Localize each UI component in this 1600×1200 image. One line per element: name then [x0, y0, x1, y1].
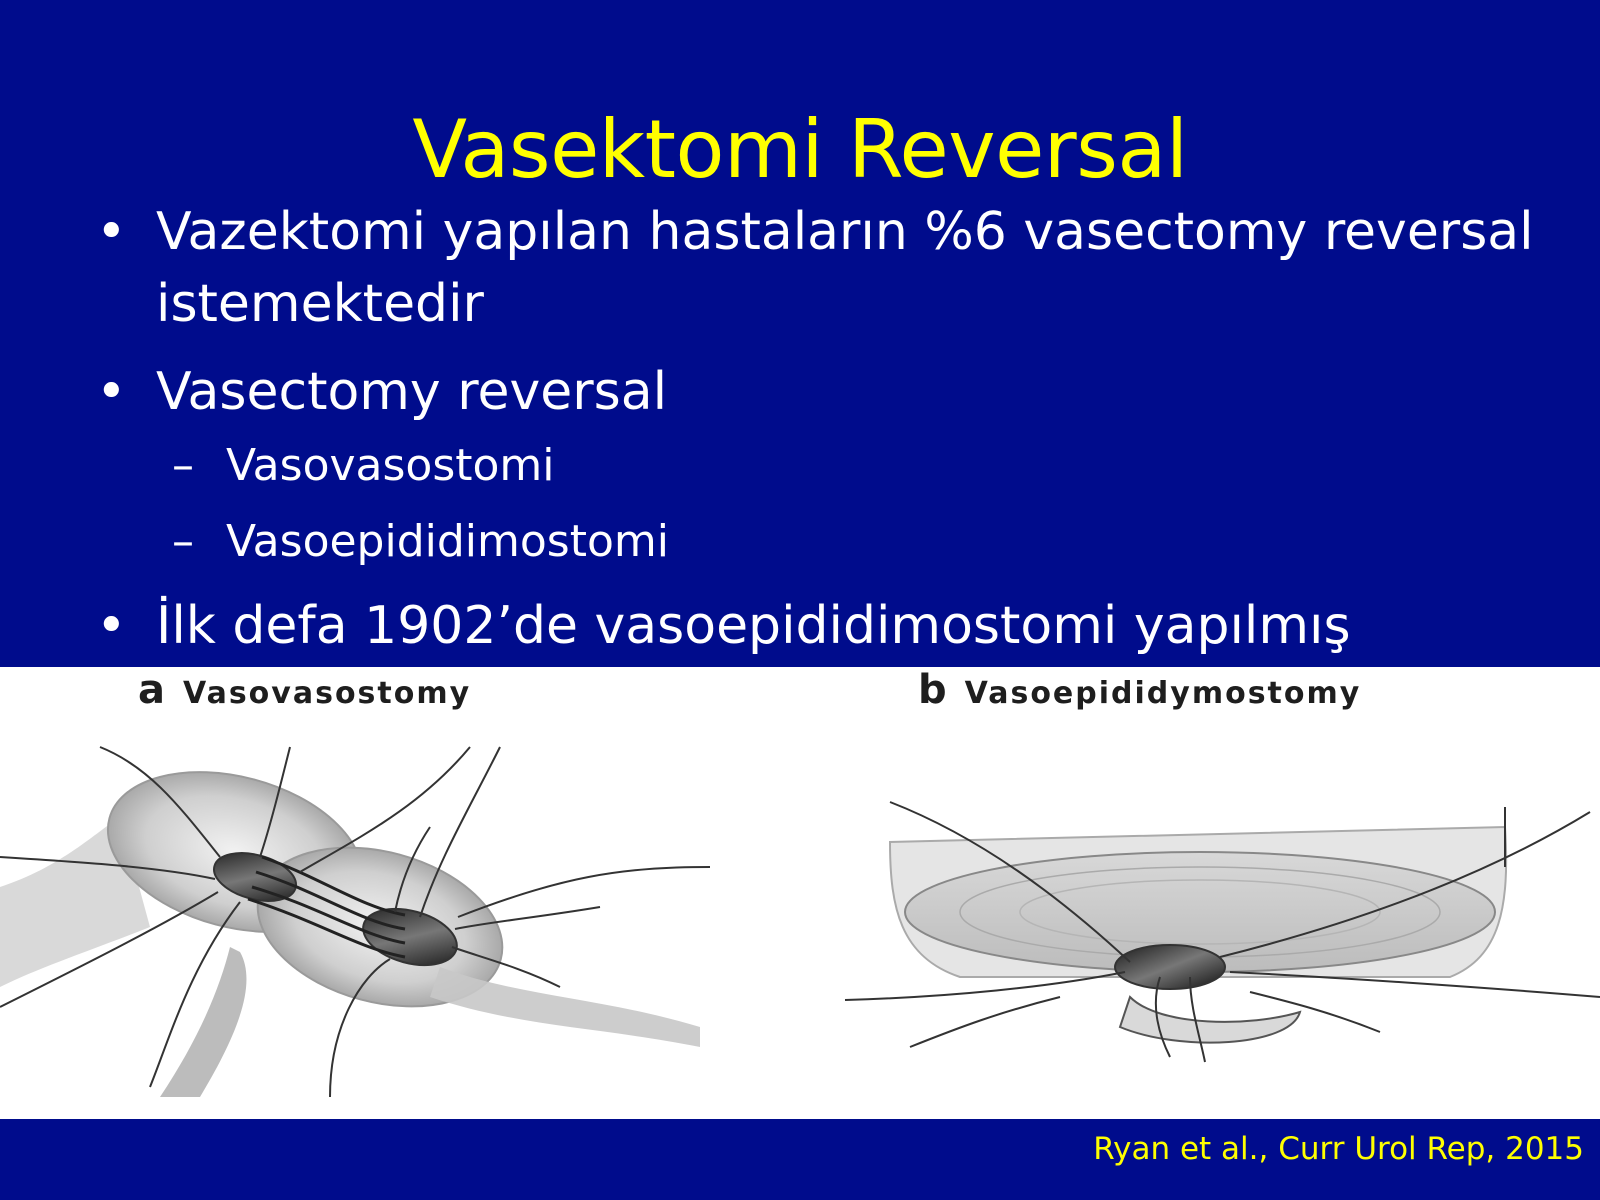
bullet-item	[96, 590, 1556, 662]
vasovasostomy-drawing	[0, 746, 710, 1097]
panel-b-letter: b	[918, 667, 949, 713]
bullet-text: Vasectomy reversal	[156, 362, 668, 422]
panel-a-letter: a	[138, 667, 167, 713]
bullet-text: Vazektomi yapılan hastaların %6 vasectomy reversal istemektedir	[156, 202, 1534, 334]
citation-text: Ryan et al., Curr Urol Rep, 2015	[1093, 1131, 1584, 1167]
sub-bullet-marker: –	[172, 516, 194, 567]
bullet-item	[96, 356, 1556, 428]
vasoepididymostomy-drawing	[845, 802, 1600, 1062]
bullet-list	[96, 196, 1556, 678]
slide-title: Vasektomi Reversal	[412, 103, 1188, 196]
panel-b-title: Vasoepididymostomy	[964, 676, 1362, 711]
illustration-drawing	[0, 667, 1600, 1119]
bullet-marker: •	[96, 596, 127, 656]
surgical-illustration	[0, 667, 1600, 1119]
sub-bullet-marker: –	[172, 440, 194, 491]
sub-bullet-text: Vasovasostomi	[226, 440, 555, 491]
sub-bullet-item	[96, 428, 1556, 504]
sub-bullet-text: Vasoepididimostomi	[226, 516, 669, 567]
bullet-item	[96, 196, 1556, 340]
bullet-marker: •	[96, 362, 127, 422]
panel-a-title: Vasovasostomy	[183, 676, 472, 711]
bullet-marker: •	[96, 202, 127, 262]
sub-bullet-item	[96, 504, 1556, 580]
bullet-text: İlk defa 1902’de vasoepididimostomi yapılmış	[156, 596, 1351, 656]
